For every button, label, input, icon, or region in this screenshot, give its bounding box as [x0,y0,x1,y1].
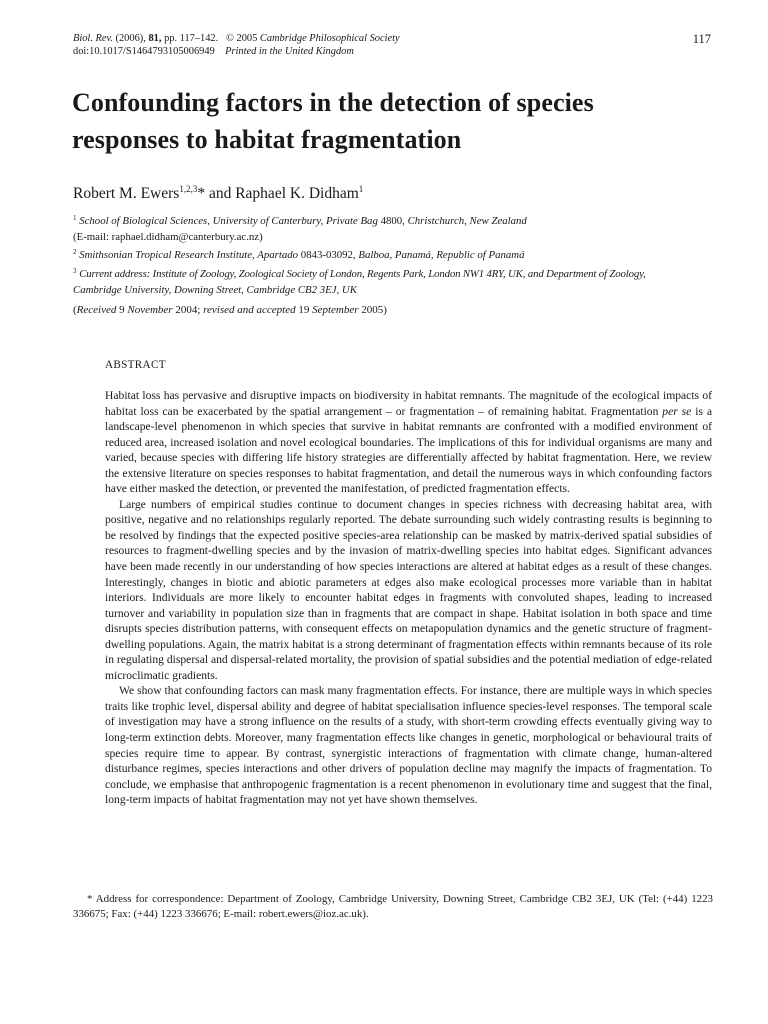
doi: doi:10.1017/S1464793105006949 [73,46,215,57]
correspondence-footnote [73,892,713,922]
affiliation-3-number: 3 [73,267,77,276]
received-day: 9 [116,304,128,316]
author-2-affiliations: 1 [358,184,364,194]
abstract-body [105,388,712,808]
printed-note: Printed in the United Kingdom [225,46,354,57]
running-header [73,32,400,58]
title-line-2: responses to habitat fragmentation [72,125,462,154]
article-title [72,84,732,158]
received-label: Received [76,304,117,316]
revised-day: 19 [295,304,313,316]
correspondence-mark: * [197,185,206,202]
abstract-p1-italic: per se [662,404,692,418]
author-1: Robert M. Ewers [73,185,180,202]
journal-name: Biol. Rev. [73,33,113,44]
received-open: ( [73,304,77,316]
abstract-paragraph-2: Large numbers of empirical studies continue to document changes in species richness with decreasing habitat area, with positive, negative and no relationships regularly reported. The debate surrounding such widely contrasting results is beginning to be resolved by findings that the expected positive species-area relationship can be masked by matrix-derived spatial subsidies of resources to fragment-dwelling species and by the invasion of matrix-dwelling species into habitat edges. Significant advances have been made recently in our understanding of how species interactions are altered at habitat edges as a result of these changes. Interestingly, changes in biotic and abiotic parameters at edges also make ecological processes more variable than in habitat interiors. Individuals are more likely to encounter habitat edges in fragments with convoluted shapes, leading to increased turnover and variability in population size than in fragments that are compact in shape. Habitat isolation in both space and time disrupts species distribution patterns, with consequent effects on metapopulation dynamics and the genetic structure of fragment-dwelling populations. Again, the matrix habitat is a strong determinant of fragmentation effects within remnants because of its role in regulating dispersal and dispersal-related mortality, the provision of spatial subsidies and the potential mediation of edge-related microclimatic gradients. [105,497,712,682]
author-1-affiliations: 1,2,3 [179,184,198,194]
received-year: 2004; [172,304,204,316]
affiliation-2-number: 2 [73,248,77,257]
doi-line [73,45,400,58]
affiliation-2-text: Smithsonian Tropical Research Institute, Apartado [79,249,299,262]
copyright: © 2005 [226,33,258,44]
affiliation-3-line-1: Current address: Institute of Zoology, Zoological Society of London, Regents Park, London NW1 4RY, UK, and Department of Zoology, [79,268,646,281]
society-name: Cambridge Philosophical Society [259,33,400,44]
received-dates [73,304,387,316]
abstract-p1-end: is a landscape-level phenomenon in which species that survive in habitat remnants are confronted with a modified environment of reduced area, increased isolation and novel ecological boundaries. The implications of this for individual organisms are many and varied, because species with differing life history strategies are differentially affected by habitat fragmentation. Here, we review the extensive literature on species responses to habitat fragmentation, and detail the numerous ways in which confounding factors have either masked the detection, or prevented the manifestation, of predicted fragmentation effects. [105,404,712,496]
revised-year: 2005) [358,304,387,316]
affiliation-3 [73,264,723,283]
affiliation-3-cont [73,283,723,299]
received-month: November [127,304,173,316]
affiliation-1-text: School of Biological Sciences, University of Canterbury, Private Bag [79,215,378,227]
page-number: 117 [692,32,711,46]
affiliation-2 [73,245,723,264]
affiliation-2-place: Balboa, Panamá, Republic of Panamá [358,249,525,262]
abstract-heading: ABSTRACT [105,359,166,371]
affiliation-1 [73,211,723,230]
title-line-1: Confounding factors in the detection of species [72,88,594,117]
revised-label: revised and accepted [203,304,296,316]
footnote-text: * Address for correspondence: Department of Zoology, Cambridge University, Downing Street, Cambridge CB2 3EJ, UK (Tel: (+44) 1223 336675; Fax: (+44) 1223 336676; E-mail: robert.ewers@ioz.ac.uk). [73,893,713,920]
revised-month: September [312,304,359,316]
journal-year: (2006), [115,33,146,44]
affiliation-1-city: Christchurch, New Zealand [407,215,527,227]
author-list [73,184,363,203]
author-2: Raphael K. Didham [235,185,359,202]
affiliation-3-line-2: Cambridge University, Downing Street, Cambridge CB2 3EJ, UK [73,283,357,296]
affiliation-1-bag: 4800, [380,215,405,227]
author-conjunction: and [205,185,236,202]
affiliation-1-number: 1 [73,214,77,222]
abstract-p1-start: Habitat loss has pervasive and disruptive impacts on biodiversity in habitat remnants. The magnitude of the ecological impacts of habitat loss can be exacerbated by the spatial arrangement – or fragmentation – of remaining habitat. Fragmentation [105,389,712,418]
journal-volume: 81, [148,33,162,44]
citation-line [73,32,400,45]
abstract-paragraph-1 [105,388,712,497]
journal-pages: pp. 117–142. [164,33,219,44]
affiliation-email: (E-mail: raphael.didham@canterbury.ac.nz) [73,230,263,243]
abstract-paragraph-3: We show that confounding factors can mask many fragmentation effects. For instance, there are multiple ways in which species traits like trophic level, dispersal ability and degree of habitat specialisation influence species-level responses. The temporal scale of investigation may have a strong influence on the results of a study, with short-term crowding effects eventually giving way to long-term extinction debts. Moreover, many fragmentation effects like changes in genetic, morphological or behavioural traits of species require time to appear. By contrast, synergistic interactions of fragmentation with climate change, human-altered disturbance regimes, species interactions and other drivers of population decline may magnify the impacts of fragmentation. To conclude, we emphasise that anthropogenic fragmentation is a recent phenomenon in evolutionary time and suggest that the final, long-term impacts of habitat fragmentation may not yet have shown themselves. [105,684,712,807]
affiliation-2-code: 0843-03092, [300,249,356,262]
affiliations [73,211,723,299]
